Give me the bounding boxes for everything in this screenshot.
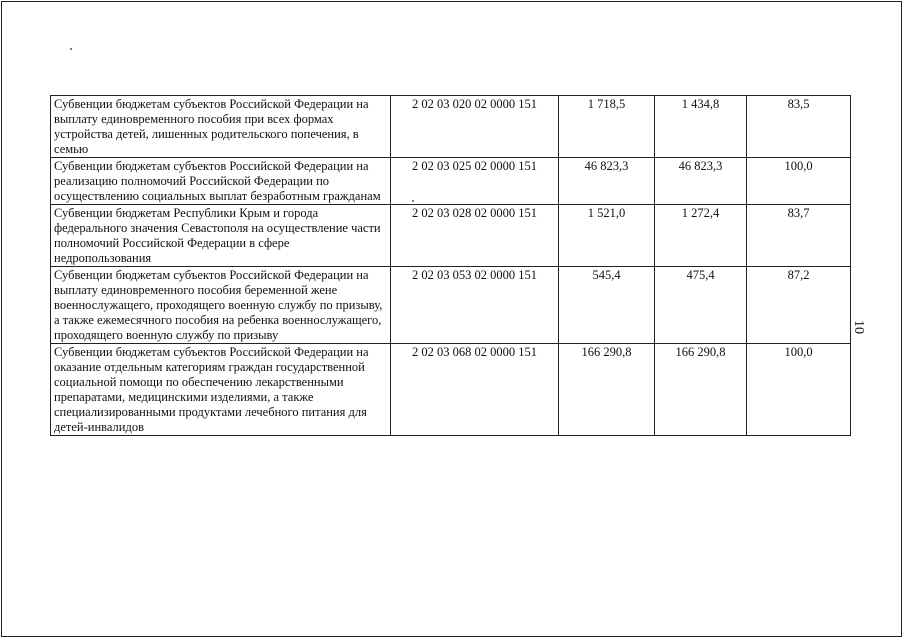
row-name: Субвенции бюджетам субъектов Российской Федерации на выплату единовременного пособия беременной жене военнослужащего, проходящего военную службу по призыву, а также ежемесячного пособия на ребенка военнослужащего, проходящего военную службу по призыву [51, 267, 391, 344]
row-value-3: 100,0 [747, 158, 851, 205]
row-value-1: 166 290,8 [559, 344, 655, 436]
row-value-3: 83,5 [747, 96, 851, 158]
row-value-1: 46 823,3 [559, 158, 655, 205]
row-code: 2 02 03 053 02 0000 151 [391, 267, 559, 344]
row-value-2: 1 434,8 [655, 96, 747, 158]
row-code: 2 02 03 068 02 0000 151 [391, 344, 559, 436]
row-value-3: 100,0 [747, 344, 851, 436]
table-row [51, 267, 851, 344]
row-value-3: 83,7 [747, 205, 851, 267]
scan-speck [70, 48, 72, 50]
row-code: 2 02 03 028 02 0000 151 [391, 205, 559, 267]
row-value-2: 46 823,3 [655, 158, 747, 205]
budget-table [50, 95, 851, 436]
table-row [51, 205, 851, 267]
row-name: Субвенции бюджетам субъектов Российской Федерации на оказание отдельным категориям граждан государственной социальной помощи по обеспечению лекарственными препаратами, медицинскими изделиями, а также специализированными продуктами лечебного питания для детей-инвалидов [51, 344, 391, 436]
page-number: 10 [851, 320, 866, 334]
row-value-1: 545,4 [559, 267, 655, 344]
row-value-1: 1 521,0 [559, 205, 655, 267]
table-row [51, 344, 851, 436]
row-name: Субвенции бюджетам субъектов Российской Федерации на выплату единовременного пособия при всех формах устройства детей, лишенных родительского попечения, в семью [51, 96, 391, 158]
row-name: Субвенции бюджетам субъектов Российской Федерации на реализацию полномочий Российской Федерации по осуществлению социальных выплат безработным гражданам [51, 158, 391, 205]
row-value-3: 87,2 [747, 267, 851, 344]
row-code: 2 02 03 025 02 0000 151 [391, 158, 559, 205]
row-value-1: 1 718,5 [559, 96, 655, 158]
row-name: Субвенции бюджетам Республики Крым и города федерального значения Севастополя на осуществление части полномочий Российской Федерации в сфере недропользования [51, 205, 391, 267]
row-value-2: 475,4 [655, 267, 747, 344]
row-value-2: 1 272,4 [655, 205, 747, 267]
row-value-2: 166 290,8 [655, 344, 747, 436]
table-row [51, 158, 851, 205]
row-code: 2 02 03 020 02 0000 151 [391, 96, 559, 158]
table-row [51, 96, 851, 158]
